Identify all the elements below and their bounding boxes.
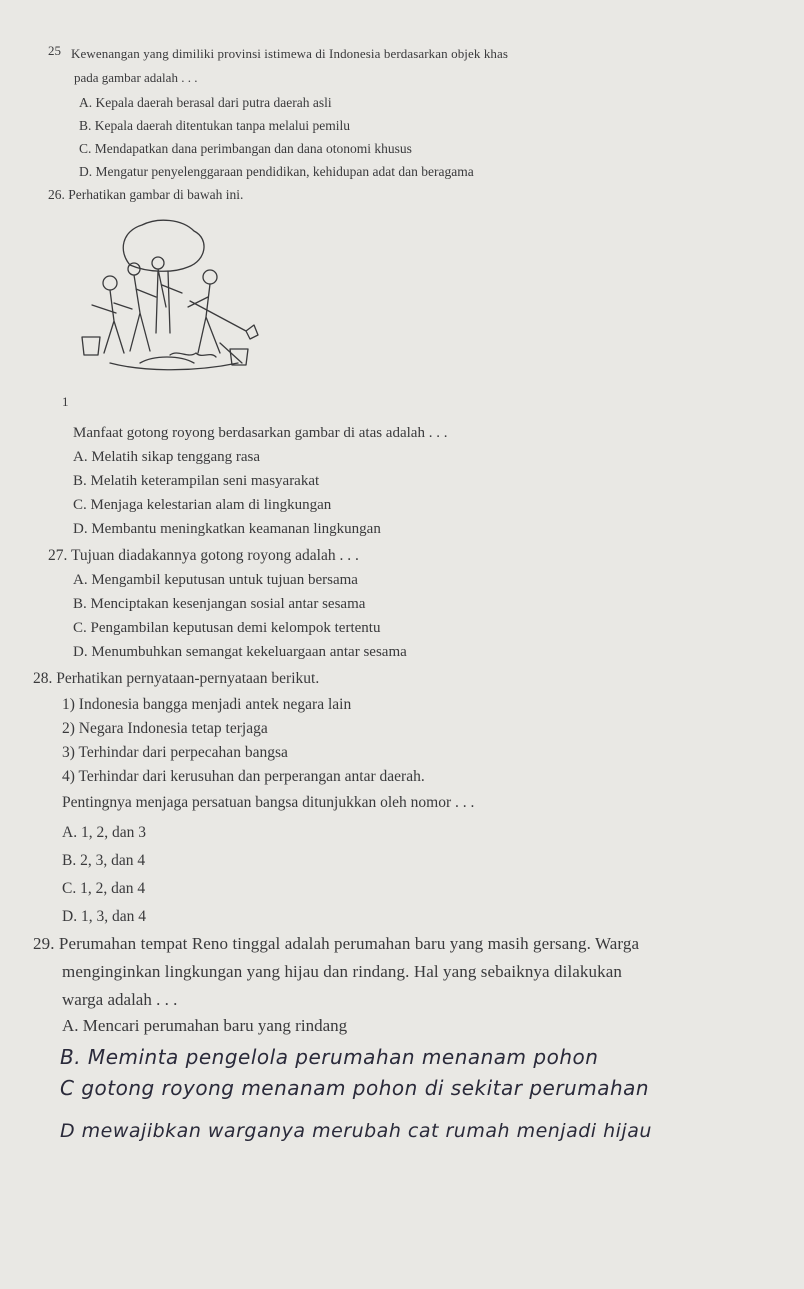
question-29-option-a: A. Mencari perumahan baru yang rindang [62, 1016, 348, 1035]
handwritten-option-d: D mewajibkan warganya merubah cat rumah menjadi hijau [60, 1120, 652, 1142]
question-26-heading: 26. Perhatikan gambar di bawah ini. [48, 187, 244, 202]
question-27-option-a: A. Mengambil keputusan untuk tujuan bersama [73, 572, 358, 588]
question-27-heading: 27. Tujuan diadakannya gotong royong adalah . . . [48, 547, 359, 564]
question-28-stem: Pentingnya menjaga persatuan bangsa ditunjukkan oleh nomor . . . [62, 794, 475, 811]
question-29-stem-line1: 29. Perumahan tempat Reno tinggal adalah perumahan baru yang masih gersang. Warga [33, 934, 640, 953]
question-28-option-c: C. 1, 2, dan 4 [62, 880, 146, 897]
question-26-option-a: A. Melatih sikap tenggang rasa [73, 449, 261, 465]
question-27-option-c: C. Pengambilan keputusan demi kelompok tertentu [73, 620, 381, 636]
question-25-option-d: D. Mengatur penyelenggaraan pendidikan, kehidupan adat dan beragama [79, 164, 474, 179]
question-25-option-a: A. Kepala daerah berasal dari putra daerah asli [79, 95, 332, 110]
question-29-stem-line2: menginginkan lingkungan yang hijau dan rindang. Hal yang sebaiknya dilakukan [62, 962, 622, 981]
question-28-heading: 28. Perhatikan pernyataan-pernyataan berikut. [33, 670, 320, 687]
question-28-statement-4: 4) Terhindar dari kerusuhan dan perperangan antar daerah. [62, 768, 425, 785]
question-25-stem-line2: pada gambar adalah . . . [74, 70, 198, 85]
handwritten-option-b: B. Meminta pengelola perumahan menanam pohon [60, 1045, 599, 1069]
question-27-option-d: D. Menumbuhkan semangat kekeluargaan antar sesama [73, 644, 407, 660]
question-25-stem-line1: Kewenangan yang dimiliki provinsi istimewa di Indonesia berdasarkan objek khas [71, 46, 509, 61]
figure-label: 1 [62, 394, 69, 409]
handwritten-option-c: C gotong royong menanam pohon di sekitar perumahan [60, 1076, 650, 1100]
question-26-stem: Manfaat gotong royong berdasarkan gambar di atas adalah . . . [73, 425, 448, 441]
question-28-option-b: B. 2, 3, dan 4 [62, 852, 146, 869]
question-25-number [48, 44, 61, 57]
question-28-statement-2: 2) Negara Indonesia tetap terjaga [62, 720, 268, 737]
question-26-option-c: C. Menjaga kelestarian alam di lingkungan [73, 497, 332, 513]
gotong-royong-tree-planting-illustration [70, 213, 275, 388]
question-number: 25 [48, 43, 61, 58]
question-25-option-b: B. Kepala daerah ditentukan tanpa melalui pemilu [79, 118, 351, 133]
question-28-option-d: D. 1, 3, dan 4 [62, 908, 146, 925]
question-26-option-d: D. Membantu meningkatkan keamanan lingkungan [73, 521, 381, 537]
question-28-option-a: A. 1, 2, dan 3 [62, 824, 146, 841]
question-29-stem-line3: warga adalah . . . [62, 990, 178, 1009]
question-25-option-c: C. Mendapatkan dana perimbangan dan dana otonomi khusus [79, 141, 412, 156]
question-28-statement-1: 1) Indonesia bangga menjadi antek negara lain [62, 696, 352, 713]
question-26-option-b: B. Melatih keterampilan seni masyarakat [73, 473, 320, 489]
question-27-option-b: B. Menciptakan kesenjangan sosial antar sesama [73, 596, 366, 612]
question-28-statement-3: 3) Terhindar dari perpecahan bangsa [62, 744, 288, 761]
